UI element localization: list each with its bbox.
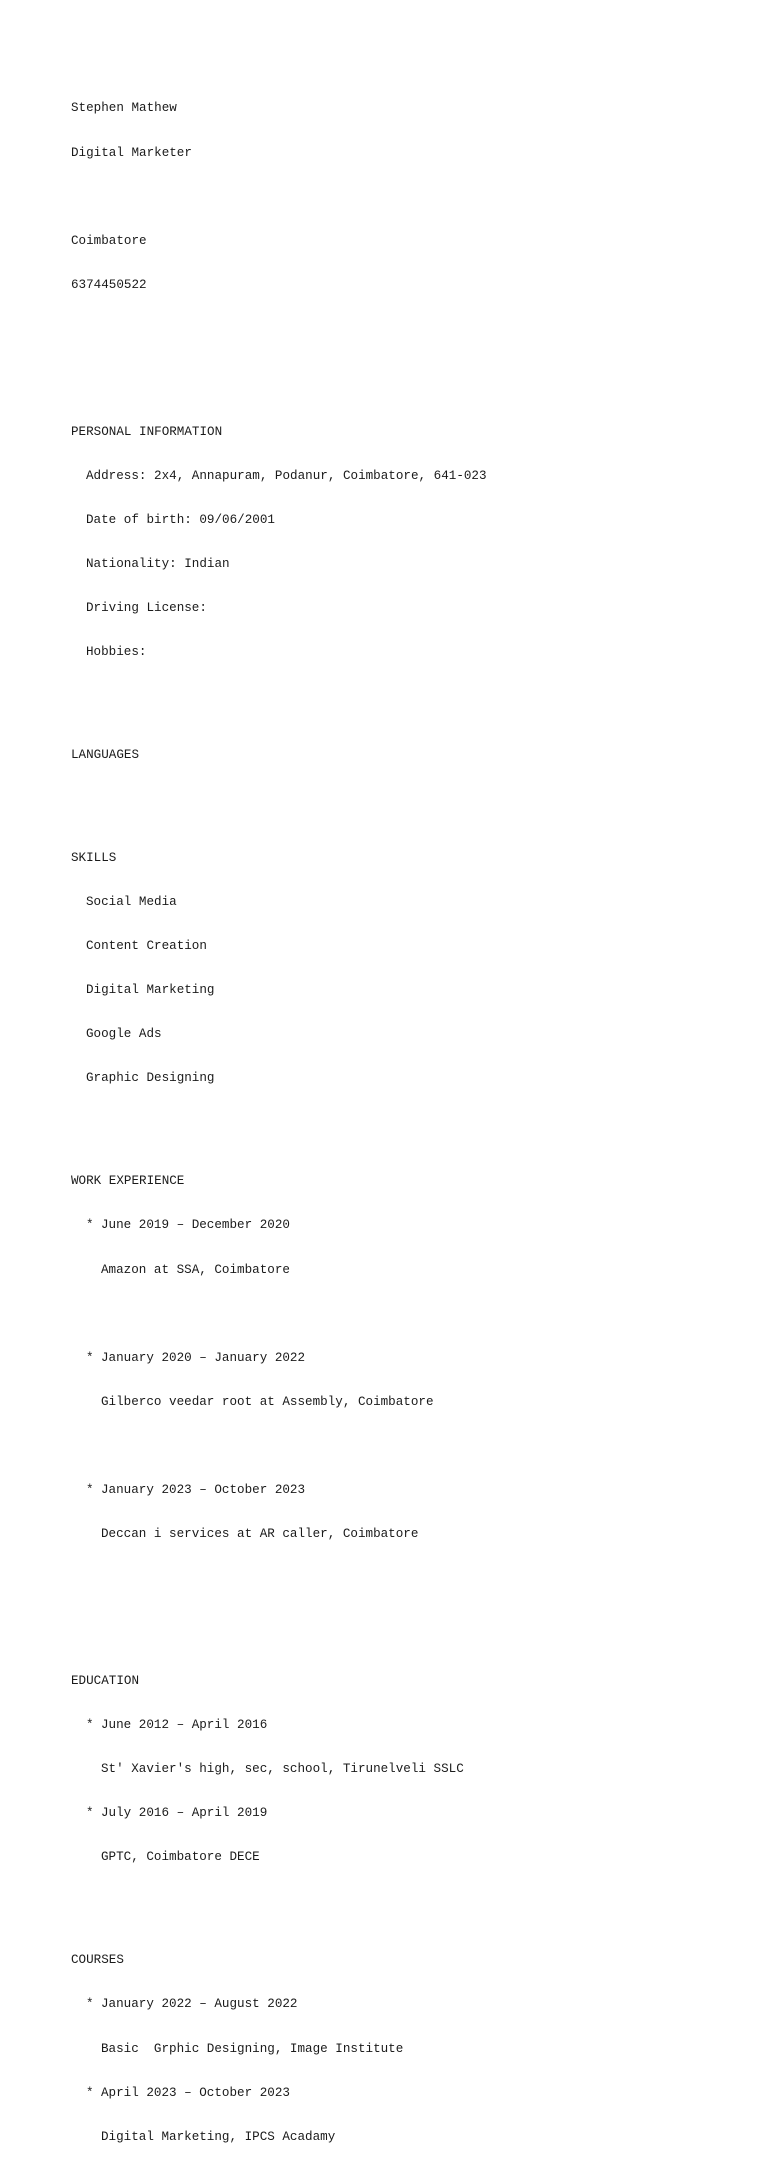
resume-document [71,72,731,2159]
work-dates-text: January 2020 – January 2022 [101,1350,306,1365]
work-dates [71,1218,731,1233]
work-dates [71,1483,731,1498]
course-detail: Basic Grphic Designing, Image Institute [101,2041,404,2056]
work-dates-text: June 2019 – December 2020 [101,1218,290,1233]
personal-nationality: Nationality: Indian [86,557,230,572]
spacer [71,1439,731,1454]
work-detail: Gilberco veedar root at Assembly, Coimbatore [101,1394,434,1409]
personal-license: Driving License: [86,601,207,616]
course-dates [71,2086,731,2101]
education-dates [71,1806,731,1821]
work-dates [71,1351,731,1366]
bullet-marker: * [86,1483,94,1498]
resume-name: Stephen Mathew [71,101,177,116]
spacer [71,1895,731,1910]
education-detail: GPTC, Coimbatore DECE [101,1850,260,1865]
bullet-marker: * [86,1997,94,2012]
work-dates-text: January 2023 – October 2023 [101,1483,306,1498]
course-dates-text: January 2022 – August 2022 [101,1997,298,2012]
spacer [71,190,731,205]
skill-item: Graphic Designing [86,1071,215,1086]
skill-item: Google Ads [86,1027,162,1042]
personal-address: Address: 2x4, Annapuram, Podanur, Coimbatore, 641-023 [86,468,487,483]
section-heading-education: EDUCATION [71,1674,140,1689]
section-heading-skills: SKILLS [71,851,117,866]
work-detail: Amazon at SSA, Coimbatore [101,1262,290,1277]
education-dates-text: June 2012 – April 2016 [101,1718,268,1733]
section-heading-work: WORK EXPERIENCE [71,1174,185,1189]
personal-dob: Date of birth: 09/06/2001 [86,512,275,527]
spacer [71,1116,731,1131]
education-dates-text: July 2016 – April 2019 [101,1806,268,1821]
bullet-marker: * [86,1806,94,1821]
bullet-marker: * [86,1218,94,1233]
education-dates [71,1718,731,1733]
resume-title: Digital Marketer [71,145,192,160]
spacer [71,366,731,381]
section-heading-personal: PERSONAL INFORMATION [71,424,223,439]
spacer [71,322,731,337]
bullet-marker: * [86,1718,94,1733]
skill-item: Digital Marketing [86,983,215,998]
course-dates-text: April 2023 – October 2023 [101,2085,290,2100]
section-heading-courses: COURSES [71,1953,124,1968]
skill-item: Content Creation [86,939,207,954]
bullet-marker: * [86,2085,94,2100]
bullet-marker: * [86,1350,94,1365]
spacer [71,1615,731,1630]
personal-hobbies: Hobbies: [86,645,147,660]
spacer [71,792,731,807]
course-detail: Digital Marketing, IPCS Acadamy [101,2129,336,2144]
spacer [71,1571,731,1586]
section-heading-languages: LANGUAGES [71,748,140,763]
spacer [71,1307,731,1322]
skill-item: Social Media [86,895,177,910]
work-detail: Deccan i services at AR caller, Coimbatore [101,1527,419,1542]
education-detail: St' Xavier's high, sec, school, Tirunelveli SSLC [101,1762,464,1777]
resume-city: Coimbatore [71,233,147,248]
resume-phone: 6374450522 [71,277,147,292]
course-dates [71,1997,731,2012]
spacer [71,689,731,704]
